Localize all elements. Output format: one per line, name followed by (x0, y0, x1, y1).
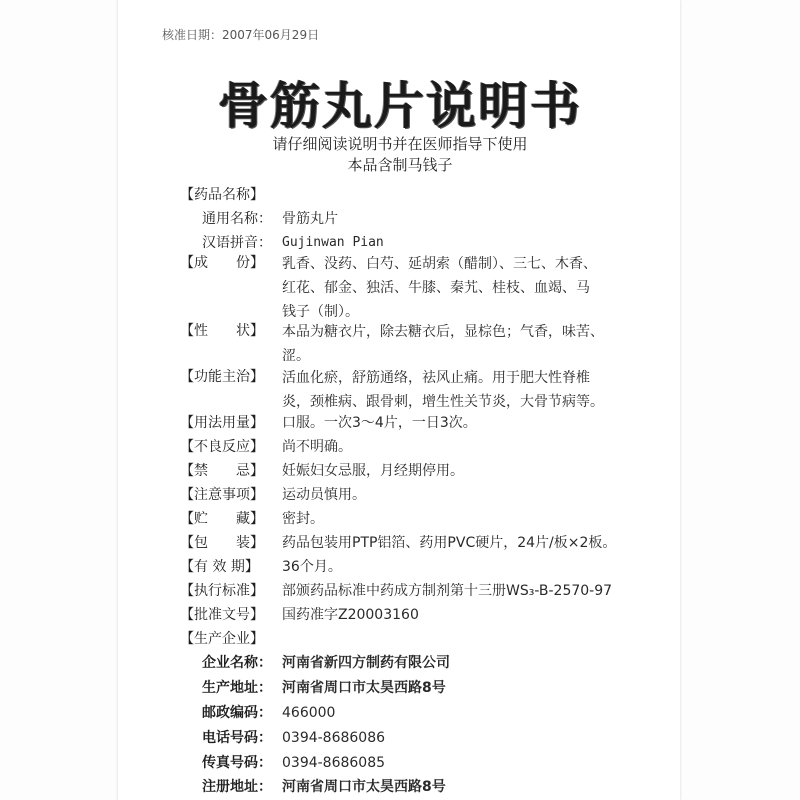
approval-date: 核准日期：2007年06月29日 (162, 28, 320, 42)
row-approval-number (0, 604, 800, 626)
row-common-name (0, 208, 800, 230)
postcode-label: 邮政编码： (202, 705, 272, 721)
precautions-value: 运动员慎用。 (282, 487, 366, 503)
address-label: 生产地址： (202, 680, 272, 696)
storage-value: 密封。 (282, 511, 324, 527)
indications-value (282, 366, 662, 414)
subtitle-instruction: 请仔细阅读说明书并在医师指导下使用 (272, 135, 528, 153)
postcode-value: 466000 (282, 705, 336, 721)
precautions-label: 【注意事项】 (180, 487, 264, 503)
row-adverse (0, 436, 800, 458)
character-line: 本品为糖衣片，除去糖衣后，显棕色；气香，味苦、 (282, 324, 604, 340)
row-dosage (0, 412, 800, 434)
row-validity (0, 556, 800, 578)
dosage-value: 口服。一次3～4片，一日3次。 (282, 415, 477, 431)
pinyin-value: Gujinwan Pian (282, 235, 384, 250)
row-contraindications (0, 460, 800, 482)
indications-label: 【功能主治】 (180, 369, 264, 385)
ingredients-value (282, 252, 662, 324)
row-fax (0, 752, 800, 774)
approval-no-label: 【批准文号】 (180, 607, 264, 623)
row-pinyin (0, 232, 800, 254)
section-indications (0, 366, 800, 414)
subtitle-contains: 本品含制马钱子 (347, 156, 453, 174)
manufacturer-label: 【生产企业】 (180, 631, 264, 647)
reg-address-value: 河南省周口市太昊西路8号 (282, 779, 446, 795)
row-package (0, 532, 800, 554)
section-manufacturer (0, 628, 800, 650)
row-registered-address (0, 776, 800, 798)
ingredients-label: 【成 份】 (180, 255, 264, 271)
pinyin-label: 汉语拼音： (202, 235, 272, 251)
section-drug-name (0, 184, 800, 206)
ingredients-line: 红花、郁金、独活、牛膝、秦艽、桂枝、血竭、马 (282, 280, 590, 296)
validity-value: 36个月。 (282, 559, 342, 575)
address-value: 河南省周口市太昊西路8号 (282, 680, 446, 696)
ingredients-line: 乳香、没药、白芍、延胡索（醋制）、三七、木香、 (282, 256, 597, 272)
approval-no-value: 国药准字Z20003160 (282, 607, 419, 623)
validity-label: 【有 效 期】 (180, 559, 259, 575)
contra-label: 【禁 忌】 (180, 463, 264, 479)
row-standard (0, 580, 800, 602)
standard-label: 【执行标准】 (180, 583, 264, 599)
dosage-label: 【用法用量】 (180, 415, 264, 431)
ingredients-line: 钱子（制）。 (282, 304, 359, 320)
indications-line: 炎，颈椎病、跟骨刺，增生性关节炎，大骨节病等。 (282, 394, 604, 410)
phone-value: 0394-8686086 (282, 730, 386, 746)
adverse-value: 尚不明确。 (282, 439, 352, 455)
row-company (0, 652, 800, 674)
storage-label: 【贮 藏】 (180, 511, 264, 527)
fax-value: 0394-8686085 (282, 755, 386, 771)
contra-value: 妊娠妇女忌服，月经期停用。 (282, 463, 464, 479)
common-name-value: 骨筋丸片 (282, 211, 338, 227)
phone-label: 电话号码： (202, 730, 272, 746)
row-storage (0, 508, 800, 530)
character-line: 涩。 (282, 348, 310, 364)
package-label: 【包 装】 (180, 535, 264, 551)
company-label: 企业名称： (202, 655, 272, 671)
standard-value: 部颁药品标准中药成方制剂第十三册WS₃-B-2570-97 (282, 583, 613, 599)
character-label: 【性 状】 (180, 323, 264, 339)
indications-line: 活血化瘀，舒筋通络，祛风止痛。用于肥大性脊椎 (282, 370, 590, 386)
adverse-label: 【不良反应】 (180, 439, 264, 455)
row-address (0, 677, 800, 699)
package-value: 药品包装用PTP铝箔、药用PVC硬片，24片/板×2板。 (282, 535, 617, 551)
section-ingredients (0, 252, 800, 324)
row-precautions (0, 484, 800, 506)
section-character (0, 320, 800, 368)
row-postcode (0, 702, 800, 724)
row-phone (0, 727, 800, 749)
reg-address-label: 注册地址： (202, 779, 272, 795)
page-title: 骨筋丸片说明书 (218, 76, 582, 135)
common-name-label: 通用名称： (202, 211, 272, 227)
company-value: 河南省新四方制药有限公司 (282, 655, 450, 671)
fax-label: 传真号码： (202, 755, 272, 771)
character-value (282, 320, 662, 368)
drug-name-label: 【药品名称】 (180, 187, 264, 203)
